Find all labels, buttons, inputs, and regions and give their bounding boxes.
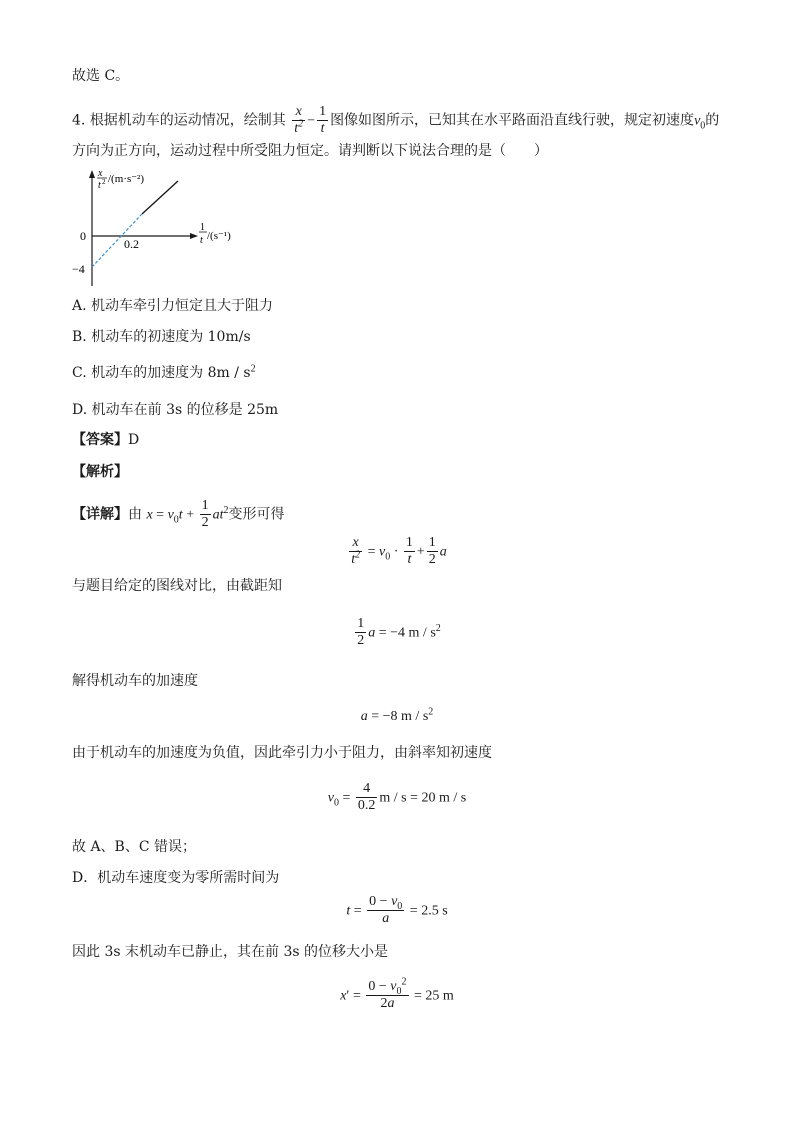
question-text-c: 的 xyxy=(705,112,720,129)
origin-label: 0 xyxy=(80,229,86,243)
option-d: D. 机动车在前 3s 的位移是 25m xyxy=(72,402,279,418)
solid-line xyxy=(142,181,178,214)
x-label-unit: /(s⁻¹) xyxy=(207,230,231,242)
y-axis-arrow xyxy=(89,170,95,178)
y-label-t-exp: 2 xyxy=(102,178,106,186)
y-label-x: x xyxy=(98,168,103,179)
equation-5: t = $\frac{0 - v_0}{a}$ = 2.5 s xyxy=(346,894,448,926)
frac-x-over-t2: $\frac{x}{t^2}$ xyxy=(294,104,304,136)
x-label-1: 1 xyxy=(200,222,205,233)
accel-text: 解得机动车的加速度 xyxy=(72,673,198,689)
equation-2: $\frac{1}{2}$ a = −4 m / $s^2$ xyxy=(357,616,441,648)
equation-1: $\frac{x}{t^2}$ = $v_0$ · $\frac{1}{t}$ + $\frac{1}{2}$ a xyxy=(351,535,447,567)
detail-line: 【详解】由 $x = v_0t$ + $\frac{1}{2}$ $at^2$变形可得 xyxy=(72,498,285,530)
graph xyxy=(70,166,250,290)
d-text: D．机动车速度变为零所需时间为 xyxy=(72,870,280,886)
y-intercept-label: −4 xyxy=(72,262,85,276)
slope-text: 由于机动车的加速度为负值，因此牵引力小于阻力，由斜率知初速度 xyxy=(72,745,492,761)
question-text-b: 图像如图所示，已知其在水平路面沿直线行驶，规定初速度 xyxy=(330,112,695,129)
compare-text: 与题目给定的图线对比，由截距知 xyxy=(72,578,282,594)
x-axis-arrow xyxy=(190,233,198,239)
y-label-t: t xyxy=(98,180,101,191)
equation-3: a = −8 m / $s^2$ xyxy=(360,706,434,724)
wrong-text: 故 A、B、C 错误； xyxy=(72,839,197,855)
x-intercept-label: 0.2 xyxy=(124,237,139,251)
analysis-tag: 【解析】 xyxy=(72,464,128,480)
question-number: 4. xyxy=(72,112,86,129)
intro-line: 故选 C。 xyxy=(72,68,130,84)
question-text-a: 根据机动车的运动情况，绘制其 xyxy=(89,112,286,129)
question-line-1: 4. 根据机动车的运动情况，绘制其 $\frac{x}{t^2}$ − $\frac{1}{t}$ 图像如图所示，已知其在水平路面沿直线行驶，规定初速度$v_0$的 xyxy=(72,104,720,136)
y-label-unit: /(m·s⁻²) xyxy=(108,173,144,185)
equation-6: x′ = $\frac{0 - v_0^2}{2a}$ = 25 m xyxy=(340,976,454,1011)
option-c: C. 机动车的加速度为 $8m / s^2$ xyxy=(72,363,256,381)
x-label-t: t xyxy=(200,235,203,246)
frac-1-over-t: $\frac{1}{t}$ xyxy=(319,104,327,136)
equation-4: $v_0$ = $\frac{4}{0.2}$ m / s = 20 m / s xyxy=(327,781,467,813)
option-b: B. 机动车的初速度为 10m/s xyxy=(72,329,251,345)
disp-text: 因此 3s 末机动车已静止，其在前 3s 的位移大小是 xyxy=(72,944,388,960)
question-line-2: 方向为正方向，运动过程中所受阻力恒定。请判断以下说法合理的是（ ） xyxy=(72,143,548,159)
option-a: A. 机动车牵引力恒定且大于阻力 xyxy=(72,298,274,314)
answer-line: 【答案】D xyxy=(72,432,140,448)
